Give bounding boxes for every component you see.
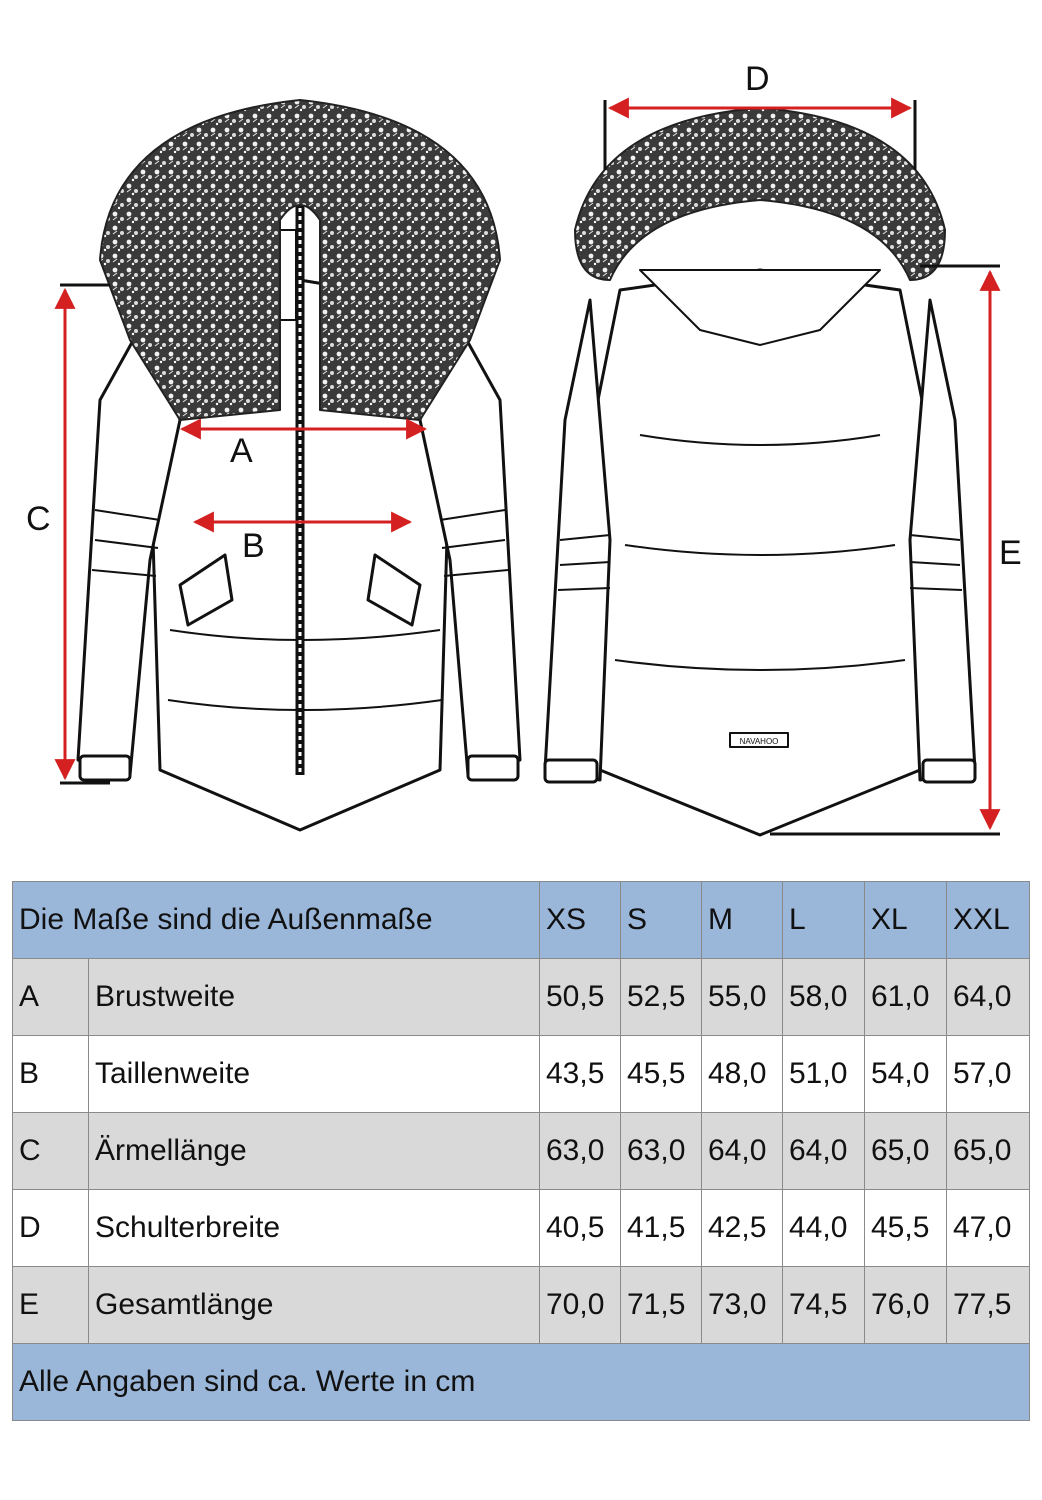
- size-header-s: S: [621, 882, 702, 959]
- cell-value: 54,0: [865, 1036, 947, 1113]
- table-footer-row: [13, 1344, 1030, 1421]
- back-right-cuff: [923, 760, 975, 782]
- cell-value: 61,0: [865, 959, 947, 1036]
- cell-value: 41,5: [621, 1190, 702, 1267]
- label-a: A: [230, 432, 253, 470]
- cell-value: 71,5: [621, 1267, 702, 1344]
- back-brand-text: NAVAHOO: [739, 737, 779, 746]
- front-right-cuff: [468, 756, 518, 780]
- back-right-sleeve: [910, 300, 975, 780]
- table-row: [13, 1036, 1030, 1113]
- size-header-xs: XS: [540, 882, 621, 959]
- jacket-front-view: [78, 100, 520, 830]
- cell-value: 63,0: [621, 1113, 702, 1190]
- cell-value: 76,0: [865, 1267, 947, 1344]
- cell-value: 57,0: [947, 1036, 1030, 1113]
- row-key: A: [13, 959, 89, 1036]
- size-header-xxl: XXL: [947, 882, 1030, 959]
- table-header-row: [13, 882, 1030, 959]
- table-row: [13, 1190, 1030, 1267]
- cell-value: 70,0: [540, 1267, 621, 1344]
- size-header-l: L: [783, 882, 865, 959]
- row-key: E: [13, 1267, 89, 1344]
- cell-value: 77,5: [947, 1267, 1030, 1344]
- cell-value: 44,0: [783, 1190, 865, 1267]
- cell-value: 52,5: [621, 959, 702, 1036]
- cell-value: 51,0: [783, 1036, 865, 1113]
- row-name: Ärmellänge: [89, 1113, 540, 1190]
- row-key: C: [13, 1113, 89, 1190]
- size-header-xl: XL: [865, 882, 947, 959]
- cell-value: 45,5: [865, 1190, 947, 1267]
- cell-value: 64,0: [702, 1113, 783, 1190]
- cell-value: 47,0: [947, 1190, 1030, 1267]
- table-row: [13, 1113, 1030, 1190]
- cell-value: 40,5: [540, 1190, 621, 1267]
- row-name: Brustweite: [89, 959, 540, 1036]
- cell-value: 55,0: [702, 959, 783, 1036]
- cell-value: 64,0: [783, 1113, 865, 1190]
- back-body-outline: [590, 270, 930, 835]
- cell-value: 74,5: [783, 1267, 865, 1344]
- back-fur-collar: [575, 108, 945, 280]
- label-d: D: [745, 60, 770, 98]
- back-left-sleeve: [545, 300, 610, 780]
- back-left-cuff: [545, 760, 597, 782]
- cell-value: 45,5: [621, 1036, 702, 1113]
- cell-value: 58,0: [783, 959, 865, 1036]
- cell-value: 50,5: [540, 959, 621, 1036]
- row-name: Gesamtlänge: [89, 1267, 540, 1344]
- table-header-title: Die Maße sind die Außenmaße: [13, 882, 540, 959]
- cell-value: 42,5: [702, 1190, 783, 1267]
- cell-value: 65,0: [865, 1113, 947, 1190]
- table-row: [13, 959, 1030, 1036]
- cell-value: 73,0: [702, 1267, 783, 1344]
- cell-value: 63,0: [540, 1113, 621, 1190]
- table-footer-note: Alle Angaben sind ca. Werte in cm: [13, 1344, 1030, 1421]
- size-table: [12, 881, 1030, 1421]
- cell-value: 65,0: [947, 1113, 1030, 1190]
- table-row: [13, 1267, 1030, 1344]
- front-left-cuff: [80, 756, 130, 780]
- cell-value: 48,0: [702, 1036, 783, 1113]
- cell-value: 64,0: [947, 959, 1030, 1036]
- row-key: B: [13, 1036, 89, 1113]
- label-c: C: [26, 500, 51, 538]
- size-header-m: M: [702, 882, 783, 959]
- cell-value: 43,5: [540, 1036, 621, 1113]
- label-e: E: [999, 534, 1022, 572]
- row-key: D: [13, 1190, 89, 1267]
- row-name: Taillenweite: [89, 1036, 540, 1113]
- row-name: Schulterbreite: [89, 1190, 540, 1267]
- jacket-back-view: [545, 108, 975, 835]
- label-b: B: [242, 527, 265, 565]
